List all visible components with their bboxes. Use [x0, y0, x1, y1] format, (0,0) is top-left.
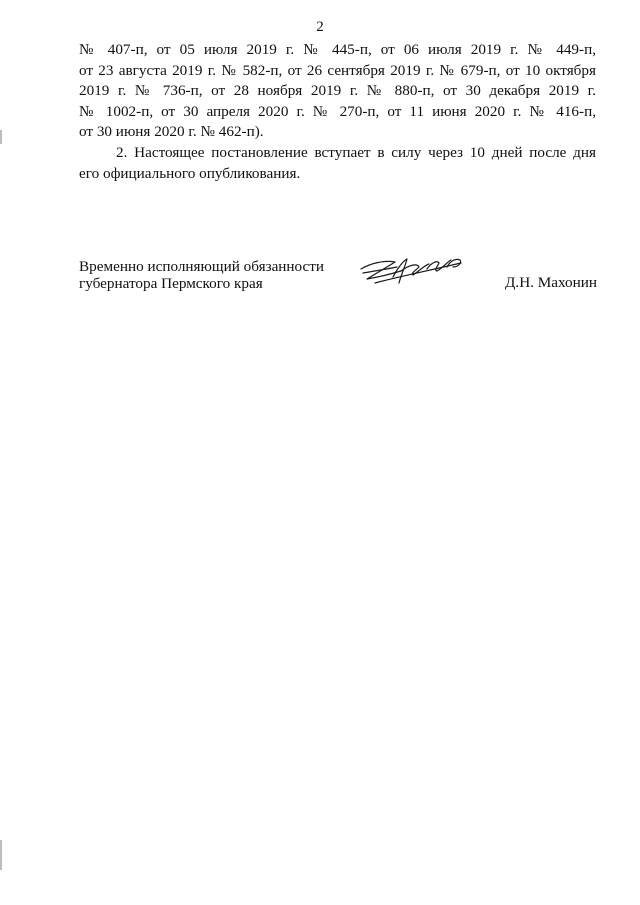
- signer-position: [79, 259, 324, 292]
- signer-name: Д.Н. Махонин: [505, 274, 597, 291]
- paragraph-line: от 30 июня 2020 г. № 462-п).: [79, 123, 264, 141]
- clause-2-line: его официального опубликования.: [79, 164, 301, 182]
- paragraph-line: 2019 г. № 736-п, от 28 ноября 2019 г. № 880-п, от 30 декабря 2019 г.: [79, 82, 596, 100]
- page-number: 2: [316, 19, 324, 35]
- document-body: [79, 40, 596, 184]
- paragraph-line: от 23 августа 2019 г. № 582-п, от 26 сентября 2019 г. № 679-п, от 10 октября: [79, 61, 596, 79]
- clause-2-line: 2. Настоящее постановление вступает в силу через 10 дней после дня: [116, 143, 596, 161]
- signer-position-line: Временно исполняющий обязанности: [79, 258, 325, 275]
- paragraph-line: № 1002-п, от 30 апреля 2020 г. № 270-п, от 11 июня 2020 г. № 416-п,: [79, 102, 596, 120]
- scan-edge-mark: [0, 840, 2, 870]
- handwritten-signature: [357, 247, 467, 289]
- paragraph-line: № 407-п, от 05 июля 2019 г. № 445-п, от 06 июля 2019 г. № 449-п,: [79, 41, 596, 58]
- signer-position-line: губернатора Пермского края: [79, 274, 263, 292]
- scan-edge-mark: [0, 130, 2, 144]
